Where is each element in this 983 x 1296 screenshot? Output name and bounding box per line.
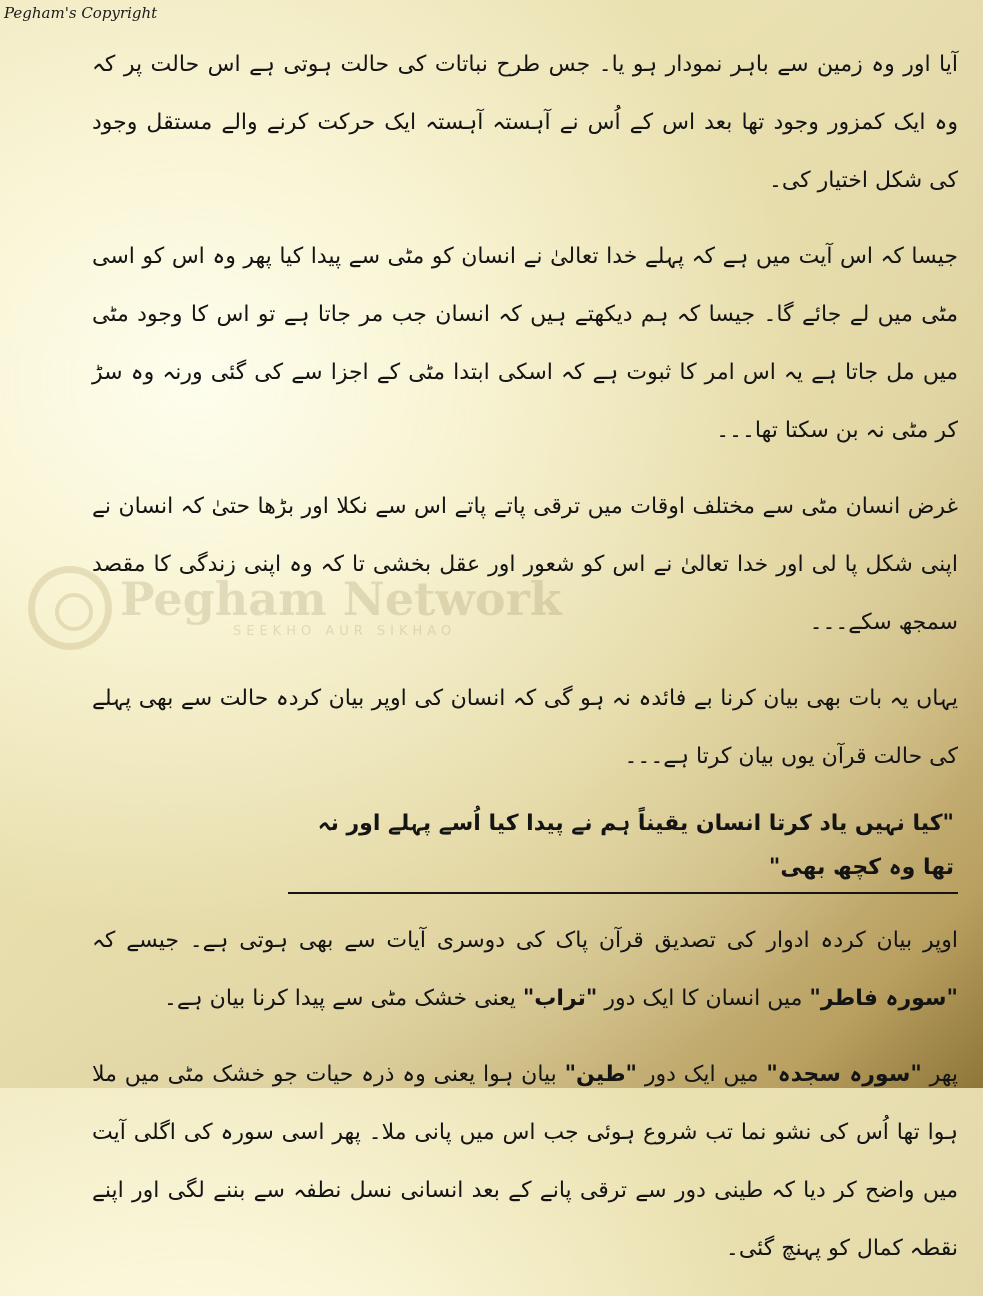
paragraph-5-text-a: اوپر بیان کردہ ادوار کی تصدیق قرآن پاک کی دوسری آیات سے بھی ہوتی ہے۔ جیسے کہ	[92, 928, 958, 953]
paragraph-5-text-c: یعنی خشک مٹی سے پیدا کرنا بیان ہے۔	[164, 986, 523, 1011]
quran-verse-block	[92, 802, 958, 894]
paragraph-5	[92, 912, 958, 1028]
paragraph-1: آیا اور وہ زمین سے باہر نمودار ہو یا۔ جس طرح نباتات کی حالت ہوتی ہے اس حالت پر کہ وہ ایک کمزور وجود تھا بعد اس کے اُس نے آہستہ آہستہ ایک حرکت کرنے والے مستقل وجود کی شکل اختیار کی۔	[92, 52, 958, 193]
turab-term: "تراب"	[522, 986, 598, 1011]
paragraph-2: جیسا کہ اس آیت میں ہے کہ پہلے خدا تعالیٰ نے انسان کو مٹی سے پیدا کیا پھر وہ اس کو اسی مٹی میں لے جائے گا۔ جیسا کہ ہم دیکھتے ہیں کہ انسان جب مر جاتا ہے تو اس کا وجود مٹی میں مل جاتا ہے یہ اس امر کا ثبوت ہے کہ اسکی ابتدا مٹی کے اجزا سے کی گئی ورنہ وہ سڑ کر مٹی نہ بن سکتا تھا۔۔۔	[92, 244, 958, 443]
watermark-name: Pegham Network	[120, 572, 562, 626]
paragraph-6	[92, 1046, 958, 1278]
copyright-label: Pegham's Copyright	[4, 4, 158, 22]
paragraph-6-text-a: پھر	[921, 1062, 958, 1087]
paragraph-6-text-b: میں ایک دور	[637, 1062, 767, 1087]
paragraph-4: یہاں یہ بات بھی بیان کرنا بے فائدہ نہ ہو گی کہ انسان کی اوپر بیان کردہ حالت سے بھی پہلے کی حالت قرآن یوں بیان کرتا ہے۔۔۔	[92, 686, 958, 769]
paragraph-5-text-b: میں انسان کا ایک دور	[597, 986, 810, 1011]
quran-verse: "کیا نہیں یاد کرتا انسان یقیناً ہم نے پیدا کیا اُسے پہلے اور نہ تھا وہ کچھ بھی"	[288, 802, 958, 894]
paragraph-6-text-c: بیان ہوا یعنی وہ ذرہ حیات جو خشک مٹی میں ملا ہوا تھا اُس کی نشو نما تب شروع ہوئی جب اس میں پانی ملا۔ پھر اسی سورہ کی اگلی آیت میں واضح کر دیا کہ طینی دور سے ترقی پانے کے بعد انسانی نسل نطفہ سے بننے لگی اور اپنے نقطہ کمال کو پہنچ گئی۔	[92, 1062, 958, 1261]
watermark-tagline: SEEKHO AUR SIKHAO	[233, 624, 457, 639]
surah-fatir-ref: "سورہ فاطر"	[809, 986, 958, 1011]
article-body	[92, 36, 958, 1296]
surah-sajda-ref: "سورہ سجدہ"	[766, 1062, 922, 1087]
teen-term: "طین"	[564, 1062, 638, 1087]
paragraph-3: غرض انسان مٹی سے مختلف اوقات میں ترقی پاتے پاتے اس سے نکلا اور بڑھا حتیٰ کہ انسان نے اپنی شکل پا لی اور خدا تعالیٰ نے اس کو شعور اور عقل بخشی تا کہ وہ اپنی زندگی کا مقصد سمجھ سکے۔۔۔	[92, 494, 958, 635]
